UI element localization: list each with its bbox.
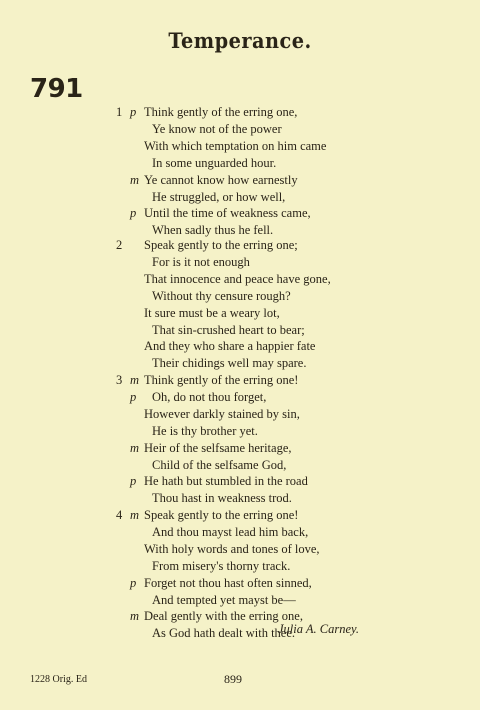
verse-text: Ye know not of the power bbox=[152, 121, 282, 136]
verse-line bbox=[0, 541, 480, 558]
verse-line bbox=[0, 473, 480, 490]
verse-text: For is it not enough bbox=[152, 254, 250, 269]
verse-line bbox=[0, 355, 480, 372]
verse-line bbox=[0, 305, 480, 322]
verse-line bbox=[0, 608, 480, 625]
dynamic-marking: p bbox=[130, 389, 137, 404]
verse-line bbox=[0, 440, 480, 457]
author-attribution: Julia A. Carney. bbox=[278, 622, 360, 636]
verse-text: He hath but stumbled in the road bbox=[144, 474, 308, 489]
edition-note: 1228 Orig. Ed bbox=[30, 674, 87, 685]
verse-line bbox=[0, 524, 480, 541]
dynamic-marking: m bbox=[130, 373, 140, 387]
verse-text: Forget not thou hast often sinned, bbox=[144, 575, 312, 590]
verse-line bbox=[0, 322, 480, 339]
dynamic-marking: m bbox=[130, 609, 140, 624]
hymn-number: 791 bbox=[30, 74, 83, 104]
verse-line bbox=[0, 271, 480, 288]
verse-text: Deal gently with the erring one, bbox=[144, 609, 303, 624]
verse-line bbox=[0, 205, 480, 222]
verse-line bbox=[0, 389, 480, 406]
verse-text: Until the time of weakness came, bbox=[144, 206, 311, 221]
verse-line bbox=[0, 372, 480, 389]
dynamic-marking: m bbox=[130, 172, 140, 187]
verse-line bbox=[0, 406, 480, 423]
verse-text: And thou mayst lead him back, bbox=[152, 524, 309, 539]
verse-line bbox=[0, 104, 480, 121]
verse-text: He is thy brother yet. bbox=[152, 423, 258, 438]
verse-text: That sin-crushed heart to bear; bbox=[152, 322, 305, 337]
verse-line bbox=[0, 254, 480, 271]
verse-line bbox=[0, 172, 480, 189]
verse-text: Without thy censure rough? bbox=[152, 288, 291, 303]
verse-text: With holy words and tones of love, bbox=[144, 541, 320, 556]
verse-line bbox=[0, 507, 480, 524]
verse-text: Think gently of the erring one, bbox=[144, 105, 298, 119]
verse-text: He struggled, or how well, bbox=[152, 189, 286, 204]
stanza-number: 3 bbox=[116, 373, 123, 387]
section-heading: Temperance. bbox=[168, 28, 312, 53]
dynamic-marking: m bbox=[130, 508, 140, 522]
verse-line bbox=[0, 592, 480, 609]
verse-line bbox=[0, 288, 480, 305]
dynamic-marking: p bbox=[130, 575, 137, 590]
verse-line bbox=[0, 423, 480, 440]
verse-line bbox=[0, 558, 480, 575]
verse-text: It sure must be a weary lot, bbox=[144, 305, 280, 320]
verse-text: And tempted yet mayst be— bbox=[152, 592, 296, 607]
verse-line bbox=[0, 575, 480, 592]
verse-line bbox=[0, 155, 480, 172]
verse-text: Think gently of the erring one! bbox=[144, 373, 299, 387]
verse-text: Thou hast in weakness trod. bbox=[152, 491, 292, 506]
verse-line bbox=[0, 121, 480, 138]
dynamic-marking: p bbox=[130, 105, 137, 119]
stanza-number: 1 bbox=[116, 105, 123, 119]
page-number: 899 bbox=[224, 672, 242, 686]
verse-text: That innocence and peace have gone, bbox=[144, 271, 331, 286]
verse-text: And they who share a happier fate bbox=[144, 339, 316, 354]
verse-text: Speak gently to the erring one! bbox=[144, 508, 299, 522]
verse-text: Child of the selfsame God, bbox=[152, 457, 287, 472]
verse-text: Speak gently to the erring one; bbox=[144, 238, 298, 252]
verse-text: Ye cannot know how earnestly bbox=[144, 172, 298, 187]
verse-text: From misery's thorny track. bbox=[152, 558, 291, 573]
dynamic-marking: p bbox=[130, 474, 137, 489]
verse-text: As God hath dealt with thee. bbox=[152, 626, 296, 641]
stanza-number: 2 bbox=[116, 238, 123, 252]
verse-text: However darkly stained by sin, bbox=[144, 406, 300, 421]
verse-line bbox=[0, 490, 480, 507]
verse-text: With which temptation on him came bbox=[144, 138, 327, 153]
verse-line bbox=[0, 138, 480, 155]
verse-text: Their chidings well may spare. bbox=[152, 356, 307, 371]
dynamic-marking: p bbox=[130, 206, 137, 221]
verse-text: Heir of the selfsame heritage, bbox=[144, 440, 292, 455]
verse-line bbox=[0, 338, 480, 355]
verse-line bbox=[0, 457, 480, 474]
verse-text: When sadly thus he fell. bbox=[152, 223, 274, 238]
verse-text: In some unguarded hour. bbox=[152, 155, 277, 170]
dynamic-marking: m bbox=[130, 440, 140, 455]
stanza-number: 4 bbox=[116, 508, 123, 522]
verse-text: Oh, do not thou forget, bbox=[152, 389, 267, 404]
verse-line bbox=[0, 237, 480, 254]
verse-line bbox=[0, 625, 480, 642]
verse-line bbox=[0, 189, 480, 206]
